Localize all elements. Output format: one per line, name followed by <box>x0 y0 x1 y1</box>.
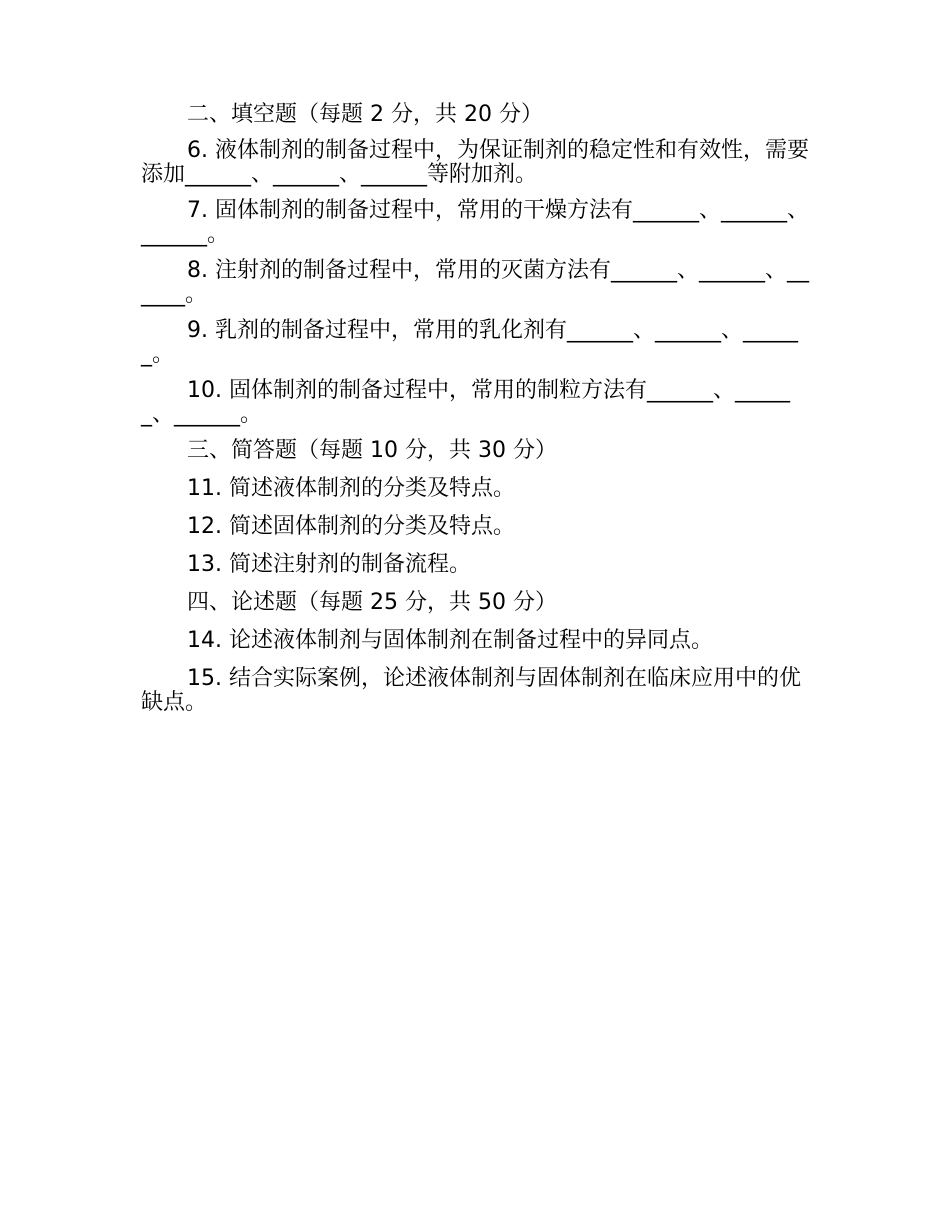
question-6: 6. 液体制剂的制备过程中，为保证制剂的稳定性和有效性，需要添加______、______、______等附加剂。 <box>141 138 809 187</box>
question-7: 7. 固体制剂的制备过程中，常用的干燥方法有______、______、______。 <box>141 198 809 247</box>
section-heading-essay: 四、论述题（每题 25 分，共 50 分） <box>187 590 557 615</box>
question-8: 8. 注射剂的制备过程中，常用的灭菌方法有______、______、______。 <box>141 258 809 307</box>
section-heading-short-answer: 三、简答题（每题 10 分，共 30 分） <box>187 438 557 463</box>
question-10: 10. 固体制剂的制备过程中，常用的制粒方法有______、______、______。 <box>141 378 790 427</box>
question-13: 13. 简述注射剂的制备流程。 <box>187 552 471 577</box>
question-14: 14. 论述液体制剂与固体制剂在制备过程中的异同点。 <box>187 628 713 653</box>
question-11: 11. 简述液体制剂的分类及特点。 <box>187 476 515 501</box>
question-12: 12. 简述固体制剂的分类及特点。 <box>187 514 515 539</box>
section-heading-fill-in: 二、填空题（每题 2 分，共 20 分） <box>187 102 543 127</box>
document-body <box>141 103 811 715</box>
question-9: 9. 乳剂的制备过程中，常用的乳化剂有______、______、______。 <box>141 318 798 367</box>
question-15: 15. 结合实际案例，论述液体制剂与固体制剂在临床应用中的优缺点。 <box>141 666 801 715</box>
